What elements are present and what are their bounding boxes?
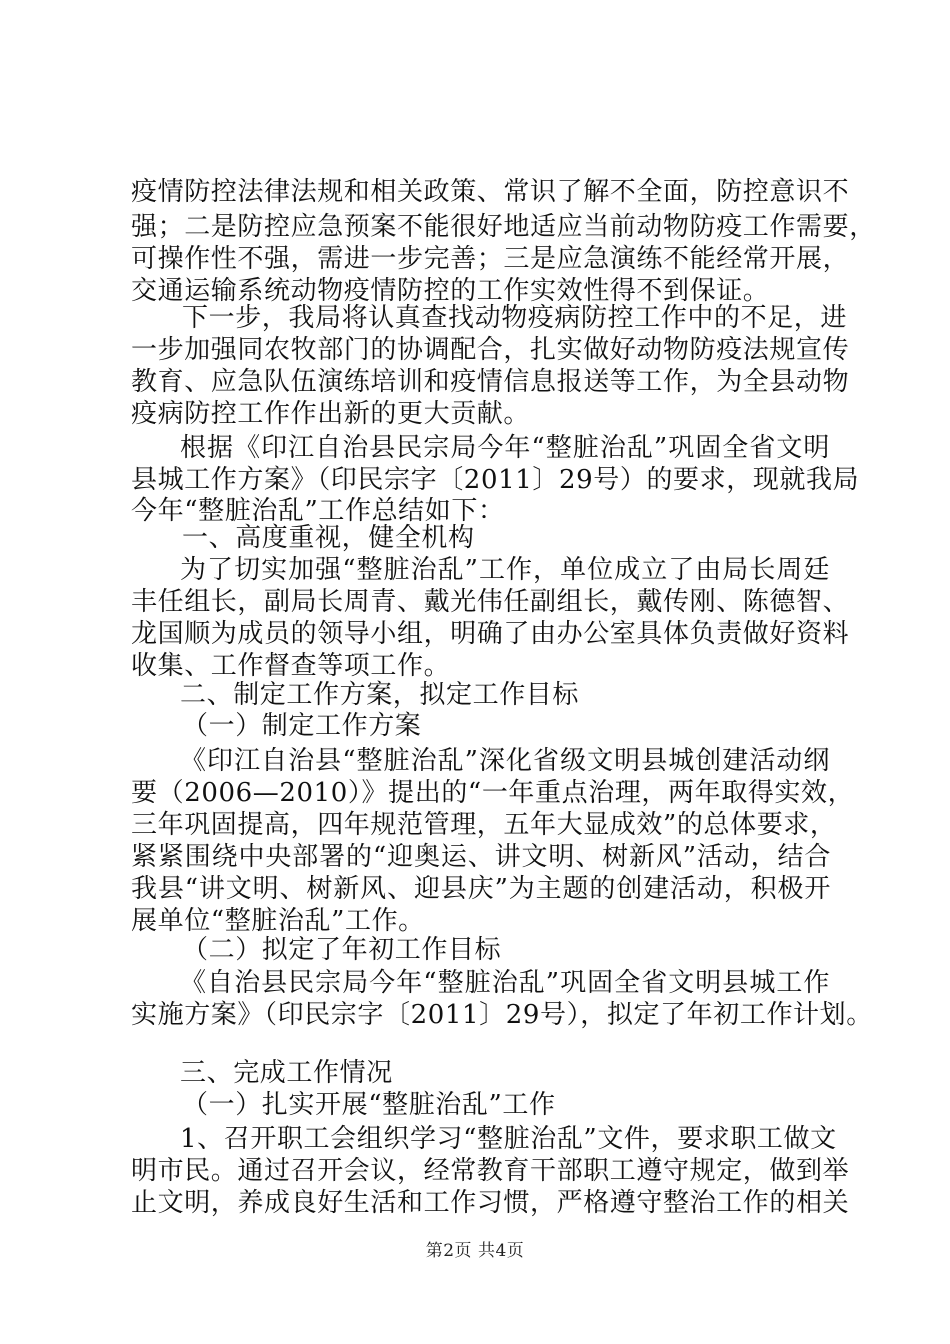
text-line: 疫病防控工作作出新的更大贡献。 [131, 399, 531, 429]
text-line: 实施方案》（印民宗字〔2011〕29号），拟定了年初工作计划。 [131, 1000, 873, 1030]
text-line: 强；二是防控应急预案不能很好地适应当前动物防疫工作需要， [131, 212, 876, 242]
text-line: 展单位“整脏治乱”工作。 [131, 906, 425, 936]
text-line: 一步加强同农牧部门的协调配合，扎实做好动物防疫法规宣传 [131, 335, 850, 365]
text-line: 紧紧围绕中央部署的“迎奥运、讲文明、树新风”活动，结合 [131, 842, 831, 872]
page-footer: 第2页 共4页 [425, 1241, 525, 1261]
subsection-heading: （一）扎实开展“整脏治乱”工作 [182, 1090, 556, 1120]
text-line: 交通运输系统动物疫情防控的工作实效性得不到保证。 [131, 276, 770, 306]
text-line: 止文明，养成良好生活和工作习惯，严格遵守整治工作的相关 [131, 1188, 850, 1218]
text-line: 我县“讲文明、树新风、迎县庆”为主题的创建活动，积极开 [131, 874, 831, 904]
text-line: 明市民。通过召开会议，经常教育干部职工遵守规定，做到举 [131, 1156, 850, 1186]
subsection-heading: （二）拟定了年初工作目标 [182, 935, 502, 965]
text-line: 1、召开职工会组织学习“整脏治乱”文件，要求职工做文 [180, 1124, 837, 1154]
text-line: 丰任组长，副局长周青、戴光伟任副组长，戴传刚、陈德智、 [131, 587, 850, 617]
text-line: 疫情防控法律法规和相关政策、常识了解不全面，防控意识不 [131, 177, 850, 207]
section-heading: 一、高度重视，健全机构 [182, 523, 475, 553]
text-line: 收集、工作督查等项工作。 [131, 651, 451, 681]
section-heading: 二、制定工作方案，拟定工作目标 [180, 680, 580, 710]
text-line: 根据《印江自治县民宗局今年“整脏治乱”巩固全省文明 [180, 433, 830, 463]
section-heading: 三、完成工作情况 [180, 1058, 393, 1088]
text-line: 《自治县民宗局今年“整脏治乱”巩固全省文明县城工作 [180, 968, 830, 998]
subsection-heading: （一）制定工作方案 [182, 711, 422, 741]
text-line: 教育、应急队伍演练培训和疫情信息报送等工作，为全县动物 [131, 367, 850, 397]
text-line: 三年巩固提高，四年规范管理，五年大显成效”的总体要求， [131, 810, 837, 840]
text-line: 为了切实加强“整脏治乱”工作，单位成立了由局长周廷 [180, 555, 830, 585]
text-line: 今年“整脏治乱”工作总结如下： [131, 496, 505, 526]
text-line: 《印江自治县“整脏治乱”深化省级文明县城创建活动纲 [180, 746, 830, 776]
text-line: 县城工作方案》（印民宗字〔2011〕29号）的要求，现就我局 [131, 465, 860, 495]
text-line: 龙国顺为成员的领导小组，明确了由办公室具体负责做好资料 [131, 619, 850, 649]
text-line: 要（2006—2010）》提出的“一年重点治理，两年取得实效， [131, 778, 855, 808]
text-line: 可操作性不强，需进一步完善；三是应急演练不能经常开展， [131, 244, 850, 274]
text-line: 下一步，我局将认真查找动物疫病防控工作中的不足，进 [182, 303, 848, 333]
